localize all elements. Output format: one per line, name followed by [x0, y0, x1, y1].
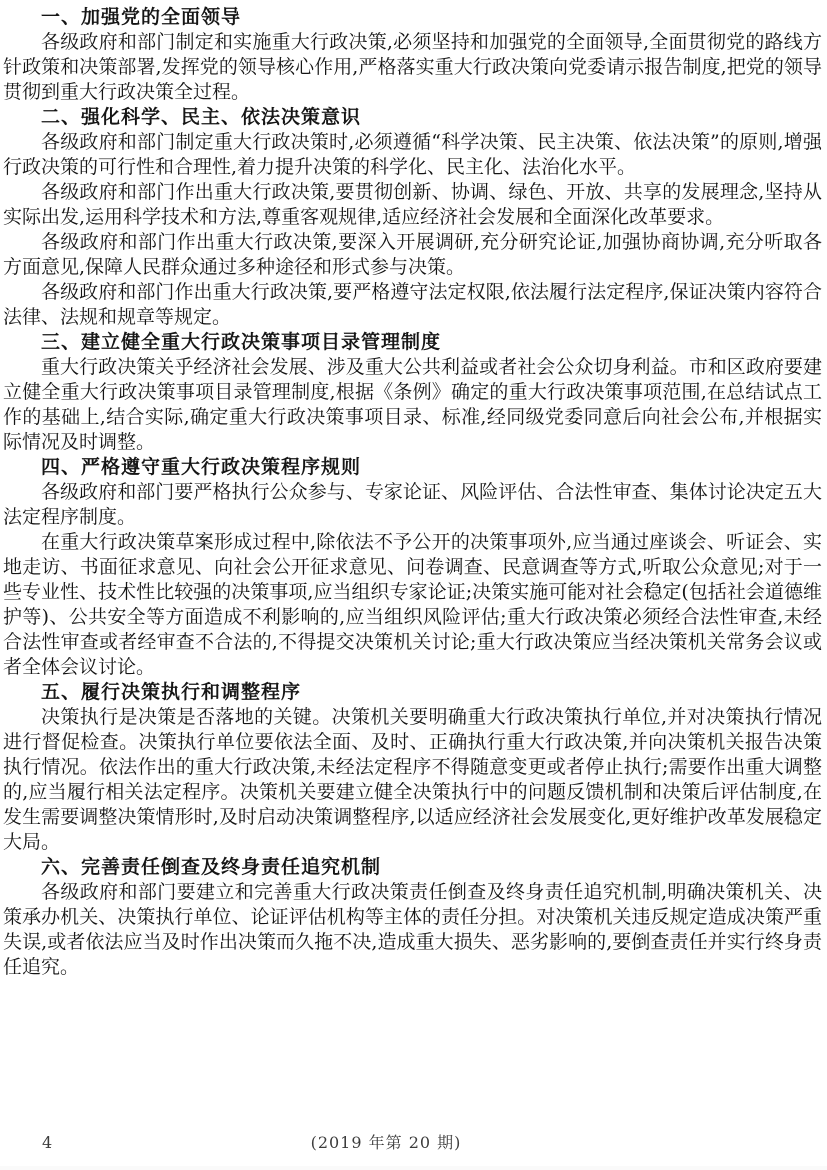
- page-footer: [0, 1130, 827, 1155]
- section-5-heading: 五、履行决策执行和调整程序: [41, 682, 302, 703]
- section-3-heading: 三、建立健全重大行政决策事项目录管理制度: [41, 332, 442, 353]
- section-6-heading: 六、完善责任倒查及终身责任追究机制: [41, 857, 382, 878]
- issue-label: (2019 年第 20 期): [310, 1133, 462, 1152]
- page-number: 4: [42, 1133, 53, 1152]
- paragraph: 各级政府和部门制定和实施重大行政决策,必须坚持和加强党的全面领导,全面贯彻党的路线方针政策和决策部署,发挥党的领导核心作用,严格落实重大行政决策向党委请示报告制度,把党的领导贯彻到重大行政决策全过程。: [3, 31, 822, 103]
- section-4-heading: 四、严格遵守重大行政决策程序规则: [41, 457, 362, 478]
- document-body: [3, 5, 822, 980]
- paragraph: 各级政府和部门作出重大行政决策,要深入开展调研,充分研究论证,加强协商协调,充分听取各方面意见,保障人民群众通过多种途径和形式参与决策。: [3, 231, 822, 278]
- paragraph: 决策执行是决策是否落地的关键。决策机关要明确重大行政决策执行单位,并对决策执行情况进行督促检查。决策执行单位要依法全面、及时、正确执行重大行政决策,并向决策机关报告决策执行情况。依法作出的重大行政决策,未经法定程序不得随意变更或者停止执行;需要作出重大调整的,应当履行相关法定程序。决策机关要建立健全决策执行中的问题反馈机制和决策后评估制度,在发生需要调整决策情形时,及时启动决策调整程序,以适应经济社会发展变化,更好维护改革发展稳定大局。: [3, 706, 822, 853]
- paragraph: 各级政府和部门要严格执行公众参与、专家论证、风险评估、合法性审查、集体讨论决定五大法定程序制度。: [3, 481, 822, 528]
- paragraph: 各级政府和部门要建立和完善重大行政决策责任倒查及终身责任追究机制,明确决策机关、决策承办机关、决策执行单位、论证评估机构等主体的责任分担。对决策机关违反规定造成决策严重失误,或者依法应当及时作出决策而久拖不决,造成重大损失、恶劣影响的,要倒查责任并实行终身责任追究。: [3, 881, 822, 978]
- section-2-heading: 二、强化科学、民主、依法决策意识: [41, 107, 362, 128]
- paragraph: 各级政府和部门作出重大行政决策,要贯彻创新、协调、绿色、开放、共享的发展理念,坚持从实际出发,运用科学技术和方法,尊重客观规律,适应经济社会发展和全面深化改革要求。: [3, 181, 822, 228]
- paragraph: 在重大行政决策草案形成过程中,除依法不予公开的决策事项外,应当通过座谈会、听证会、实地走访、书面征求意见、向社会公开征求意见、问卷调查、民意调查等方式,听取公众意见;对于一些专业性、技术性比较强的决策事项,应当组织专家论证;决策实施可能对社会稳定(包括社会道德维护等)、公共安全等方面造成不利影响的,应当组织风险评估;重大行政决策必须经合法性审查,未经合法性审查或者经审查不合法的,不得提交决策机关讨论;重大行政决策应当经决策机关常务会议或者全体会议讨论。: [3, 531, 822, 678]
- section-1-heading: 一、加强党的全面领导: [41, 7, 242, 28]
- paragraph: 各级政府和部门作出重大行政决策,要严格遵守法定权限,依法履行法定程序,保证决策内容符合法律、法规和规章等规定。: [3, 281, 822, 328]
- paragraph: 各级政府和部门制定重大行政决策时,必须遵循“科学决策、民主决策、依法决策”的原则,增强行政决策的可行性和合理性,着力提升决策的科学化、民主化、法治化水平。: [3, 131, 822, 178]
- paragraph: 重大行政决策关乎经济社会发展、涉及重大公共利益或者社会公众切身利益。市和区政府要建立健全重大行政决策事项目录管理制度,根据《条例》确定的重大行政决策事项范围,在总结试点工作的基础上,结合实际,确定重大行政决策事项目录、标准,经同级党委同意后向社会公布,并根据实际情况及时调整。: [3, 356, 822, 453]
- scan-bottom-edge: [0, 1166, 827, 1170]
